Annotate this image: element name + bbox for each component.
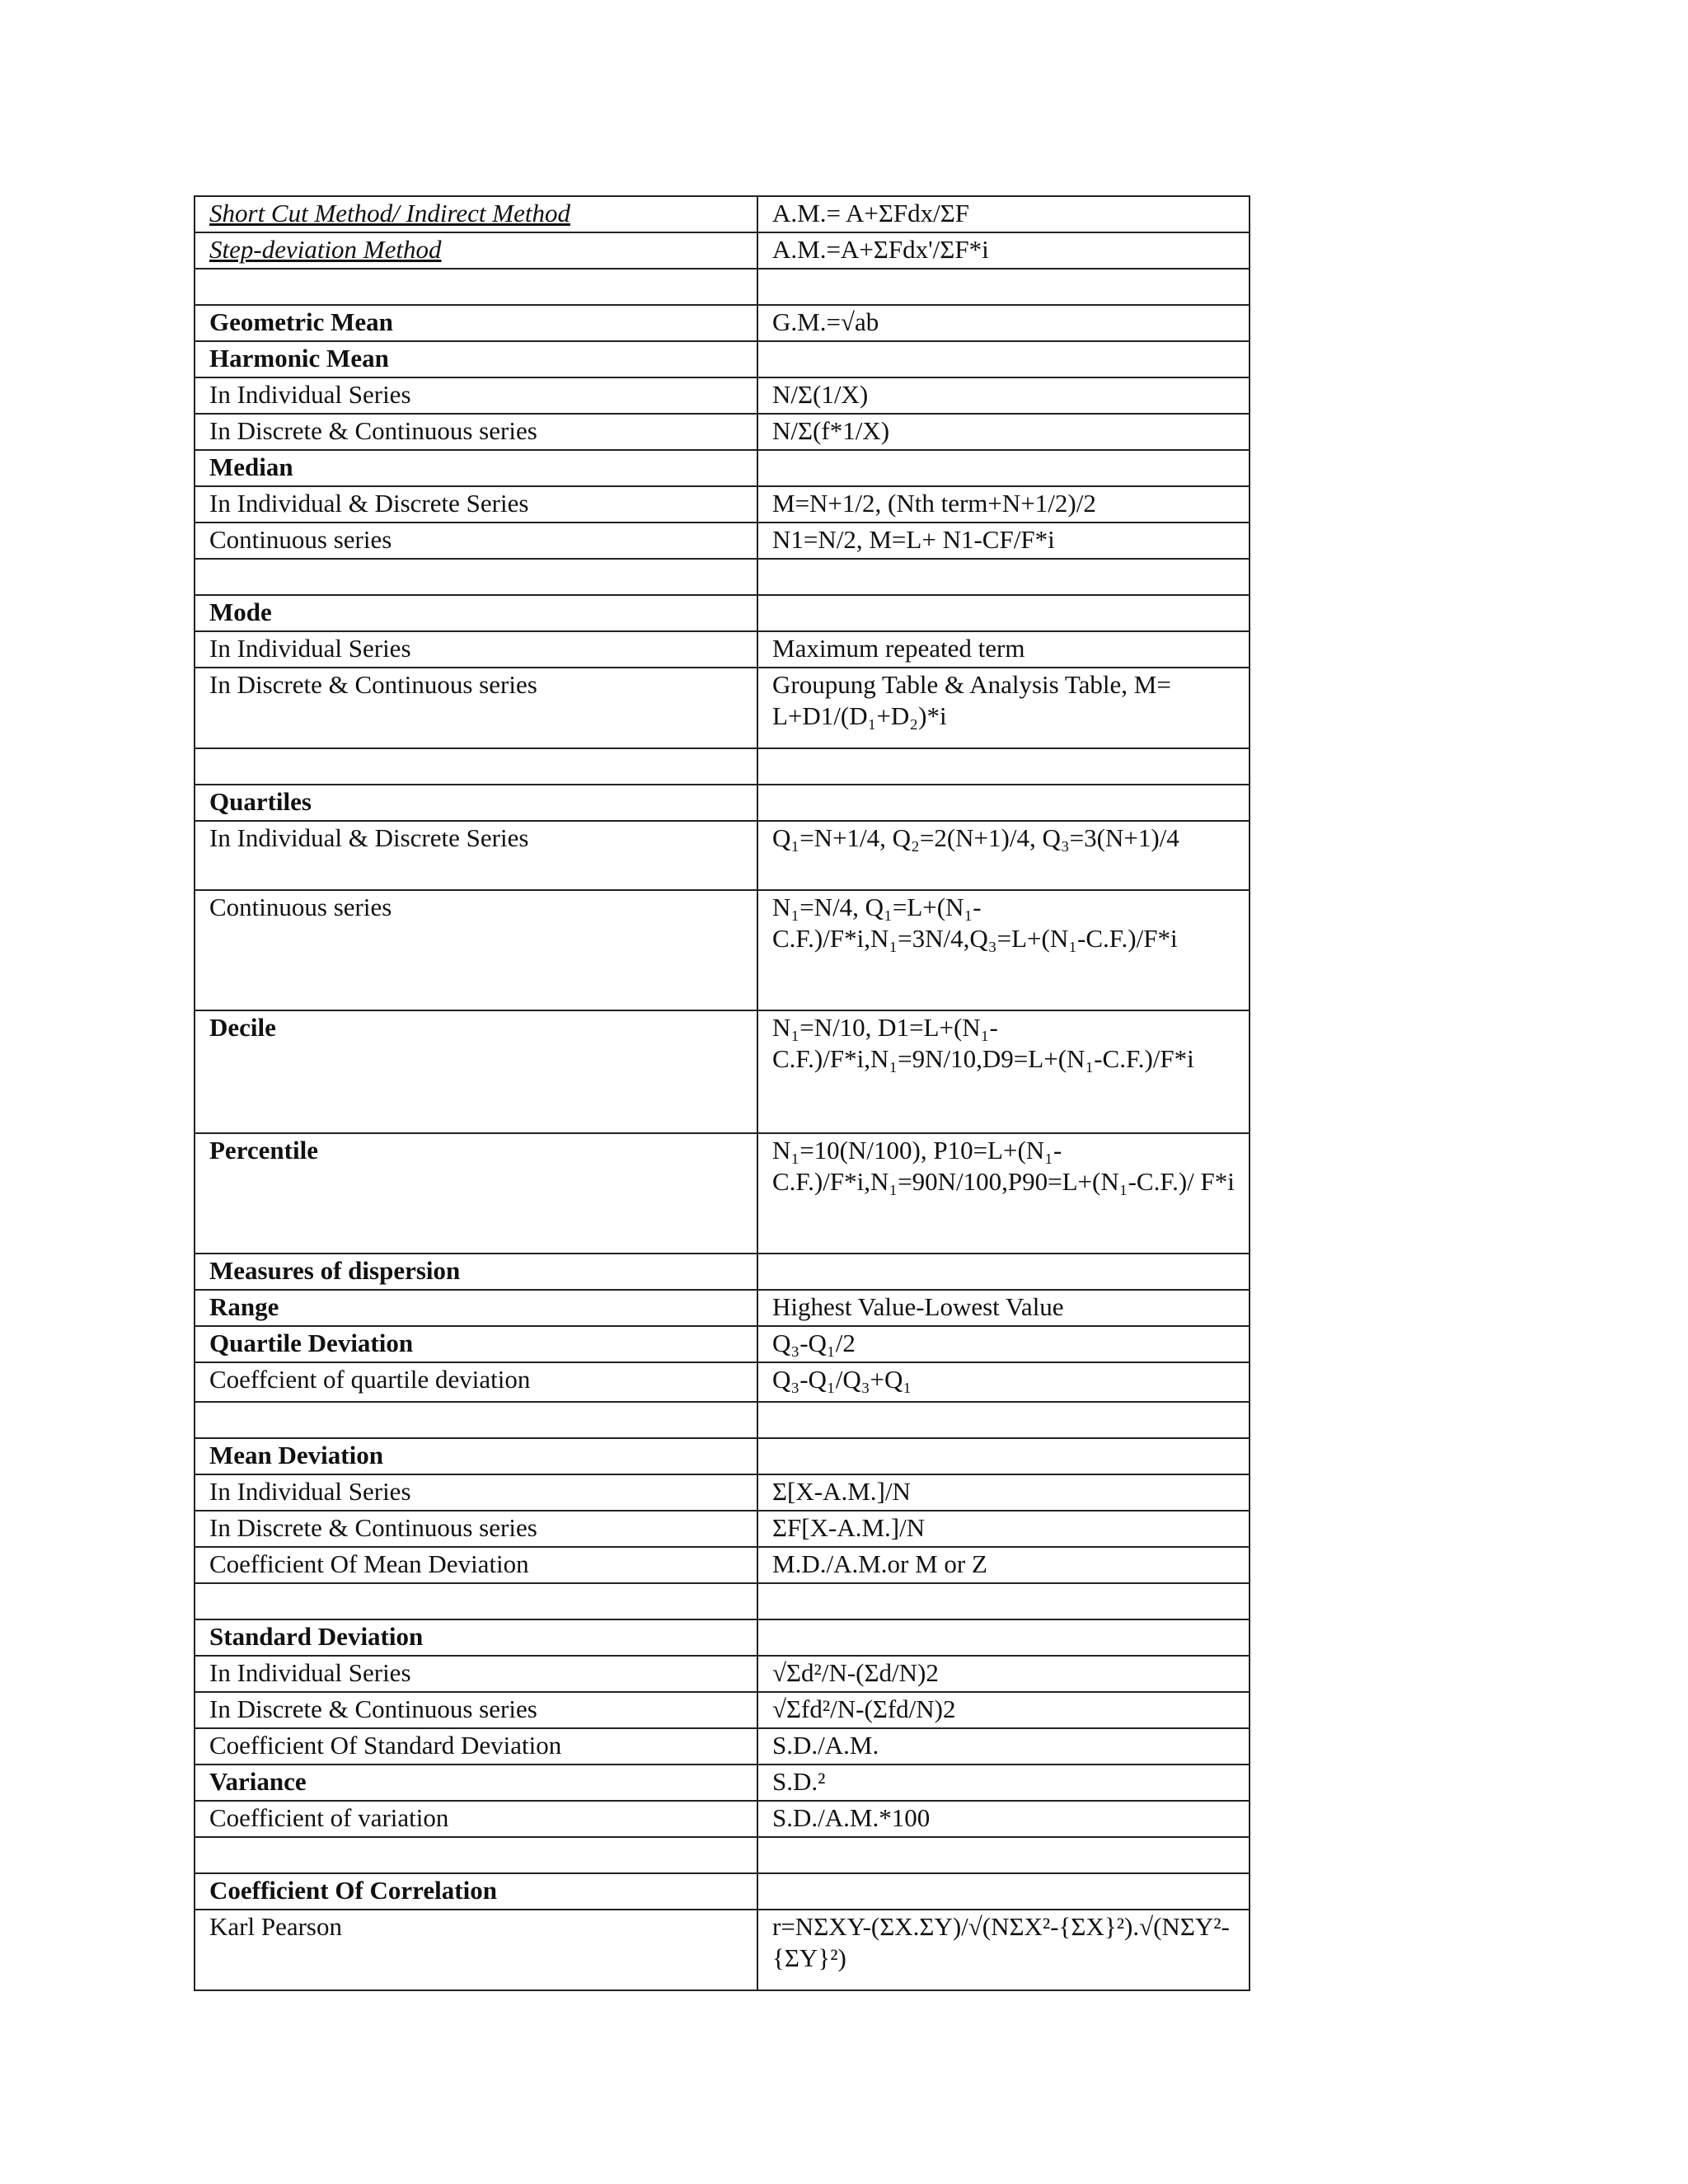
table-row: [195, 1837, 1250, 1873]
table-row: [195, 668, 1250, 748]
measure-label: Coefficient of variation: [195, 1801, 757, 1837]
measure-label: Measures of dispersion: [195, 1254, 757, 1290]
table-row: [195, 414, 1250, 450]
table-row: [195, 748, 1250, 785]
measure-label: Karl Pearson: [195, 1910, 757, 1990]
measure-label: Quartiles: [195, 785, 757, 821]
formula-cell: [757, 450, 1250, 486]
measure-label: In Individual & Discrete Series: [195, 486, 757, 523]
measure-label: In Individual Series: [195, 631, 757, 668]
formula-cell: [757, 785, 1250, 821]
formula-cell: [757, 748, 1250, 785]
measure-label: Coefficient Of Correlation: [195, 1873, 757, 1910]
formula-cell: Maximum repeated term: [757, 631, 1250, 668]
table-row: [195, 821, 1250, 890]
measure-label: [195, 269, 757, 305]
measure-label: In Individual & Discrete Series: [195, 821, 757, 890]
measure-label: In Discrete & Continuous series: [195, 1511, 757, 1547]
table-row: [195, 1133, 1250, 1254]
formula-cell: N/Σ(f*1/X): [757, 414, 1250, 450]
formula-cell: Q₁=N+1/4, Q₂=2(N+1)/4, Q₃=3(N+1)/4: [757, 821, 1250, 890]
formula-table: [194, 195, 1250, 1991]
table-row: [195, 1728, 1250, 1765]
table-row: [195, 1656, 1250, 1692]
table-row: [195, 1619, 1250, 1656]
measure-label: In Discrete & Continuous series: [195, 414, 757, 450]
table-row: [195, 305, 1250, 341]
table-row: [195, 1438, 1250, 1474]
table-row: [195, 1801, 1250, 1837]
formula-cell: ΣF[X-A.M.]/N: [757, 1511, 1250, 1547]
measure-label: Quartile Deviation: [195, 1326, 757, 1362]
table-row: [195, 1290, 1250, 1326]
measure-label: Coefficient Of Standard Deviation: [195, 1728, 757, 1765]
formula-cell: [757, 559, 1250, 595]
table-row: [195, 1765, 1250, 1801]
measure-label: [195, 748, 757, 785]
formula-cell: [757, 1619, 1250, 1656]
measure-label: [195, 1583, 757, 1619]
measure-label: Continuous series: [195, 523, 757, 559]
measure-label: In Individual Series: [195, 1656, 757, 1692]
table-row: [195, 1254, 1250, 1290]
measure-label: In Individual Series: [195, 377, 757, 414]
measure-label: Standard Deviation: [195, 1619, 757, 1656]
table-row: [195, 341, 1250, 377]
table-row: [195, 1873, 1250, 1910]
formula-cell: [757, 1438, 1250, 1474]
table-row: [195, 377, 1250, 414]
table-row: [195, 1326, 1250, 1362]
measure-label: Geometric Mean: [195, 305, 757, 341]
formula-cell: Groupung Table & Analysis Table, M= L+D1/(D₁+D₂)*i: [757, 668, 1250, 748]
measure-label: Mean Deviation: [195, 1438, 757, 1474]
table-row: [195, 1547, 1250, 1583]
table-row: [195, 890, 1250, 1010]
table-row: [195, 631, 1250, 668]
table-row: [195, 1402, 1250, 1438]
formula-cell: N/Σ(1/X): [757, 377, 1250, 414]
formula-cell: S.D./A.M.: [757, 1728, 1250, 1765]
measure-label: Decile: [195, 1010, 757, 1133]
table-row: [195, 232, 1250, 269]
formula-cell: [757, 1254, 1250, 1290]
table-row: [195, 1910, 1250, 1990]
formula-cell: [757, 341, 1250, 377]
table-row: [195, 1362, 1250, 1402]
measure-label: In Individual Series: [195, 1474, 757, 1511]
measure-label: [195, 1837, 757, 1873]
measure-label: Range: [195, 1290, 757, 1326]
measure-label: Median: [195, 450, 757, 486]
measure-label: Variance: [195, 1765, 757, 1801]
table-row: [195, 559, 1250, 595]
formula-cell: A.M.=A+ΣFdx'/ΣF*i: [757, 232, 1250, 269]
formula-table-body: [195, 196, 1250, 1990]
measure-label: Percentile: [195, 1133, 757, 1254]
measure-label: Coefficient Of Mean Deviation: [195, 1547, 757, 1583]
table-row: [195, 785, 1250, 821]
formula-cell: N₁=10(N/100), P10=L+(N₁-C.F.)/F*i,N₁=90N/100,P90=L+(N₁-C.F.)/ F*i: [757, 1133, 1250, 1254]
measure-label: Short Cut Method/ Indirect Method: [195, 196, 757, 232]
formula-cell: M.D./A.M.or M or Z: [757, 1547, 1250, 1583]
formula-cell: S.D./A.M.*100: [757, 1801, 1250, 1837]
formula-cell: N₁=N/10, D1=L+(N₁-C.F.)/F*i,N₁=9N/10,D9=L+(N₁-C.F.)/F*i: [757, 1010, 1250, 1133]
table-row: [195, 523, 1250, 559]
measure-label: [195, 1402, 757, 1438]
table-row: [195, 486, 1250, 523]
formula-cell: √Σd²/N-(Σd/N)2: [757, 1656, 1250, 1692]
table-row: [195, 1692, 1250, 1728]
formula-cell: Highest Value-Lowest Value: [757, 1290, 1250, 1326]
table-row: [195, 269, 1250, 305]
formula-cell: [757, 1402, 1250, 1438]
table-row: [195, 1010, 1250, 1133]
formula-cell: [757, 1837, 1250, 1873]
formula-cell: r=NΣXY-(ΣX.ΣY)/√(NΣX²-{ΣX}²).√(NΣY²-{ΣY}²): [757, 1910, 1250, 1990]
formula-cell: G.M.=√ab: [757, 305, 1250, 341]
measure-label: [195, 559, 757, 595]
formula-cell: Σ[X-A.M.]/N: [757, 1474, 1250, 1511]
formula-cell: [757, 269, 1250, 305]
measure-label: Mode: [195, 595, 757, 631]
table-row: [195, 1583, 1250, 1619]
formula-cell: A.M.= A+ΣFdx/ΣF: [757, 196, 1250, 232]
measure-label: Continuous series: [195, 890, 757, 1010]
table-row: [195, 595, 1250, 631]
table-row: [195, 1474, 1250, 1511]
formula-cell: M=N+1/2, (Nth term+N+1/2)/2: [757, 486, 1250, 523]
formula-cell: N1=N/2, M=L+ N1-CF/F*i: [757, 523, 1250, 559]
measure-label: Harmonic Mean: [195, 341, 757, 377]
table-row: [195, 450, 1250, 486]
formula-cell: Q₃-Q₁/Q₃+Q₁: [757, 1362, 1250, 1402]
formula-cell: [757, 1583, 1250, 1619]
table-row: [195, 1511, 1250, 1547]
measure-label: In Discrete & Continuous series: [195, 668, 757, 748]
formula-cell: N₁=N/4, Q₁=L+(N₁-C.F.)/F*i,N₁=3N/4,Q₃=L+(N₁-C.F.)/F*i: [757, 890, 1250, 1010]
formula-cell: [757, 1873, 1250, 1910]
measure-label: In Discrete & Continuous series: [195, 1692, 757, 1728]
measure-label: Step-deviation Method: [195, 232, 757, 269]
formula-cell: S.D.²: [757, 1765, 1250, 1801]
table-row: [195, 196, 1250, 232]
formula-cell: [757, 595, 1250, 631]
measure-label: Coeffcient of quartile deviation: [195, 1362, 757, 1402]
formula-cell: √Σfd²/N-(Σfd/N)2: [757, 1692, 1250, 1728]
formula-cell: Q₃-Q₁/2: [757, 1326, 1250, 1362]
